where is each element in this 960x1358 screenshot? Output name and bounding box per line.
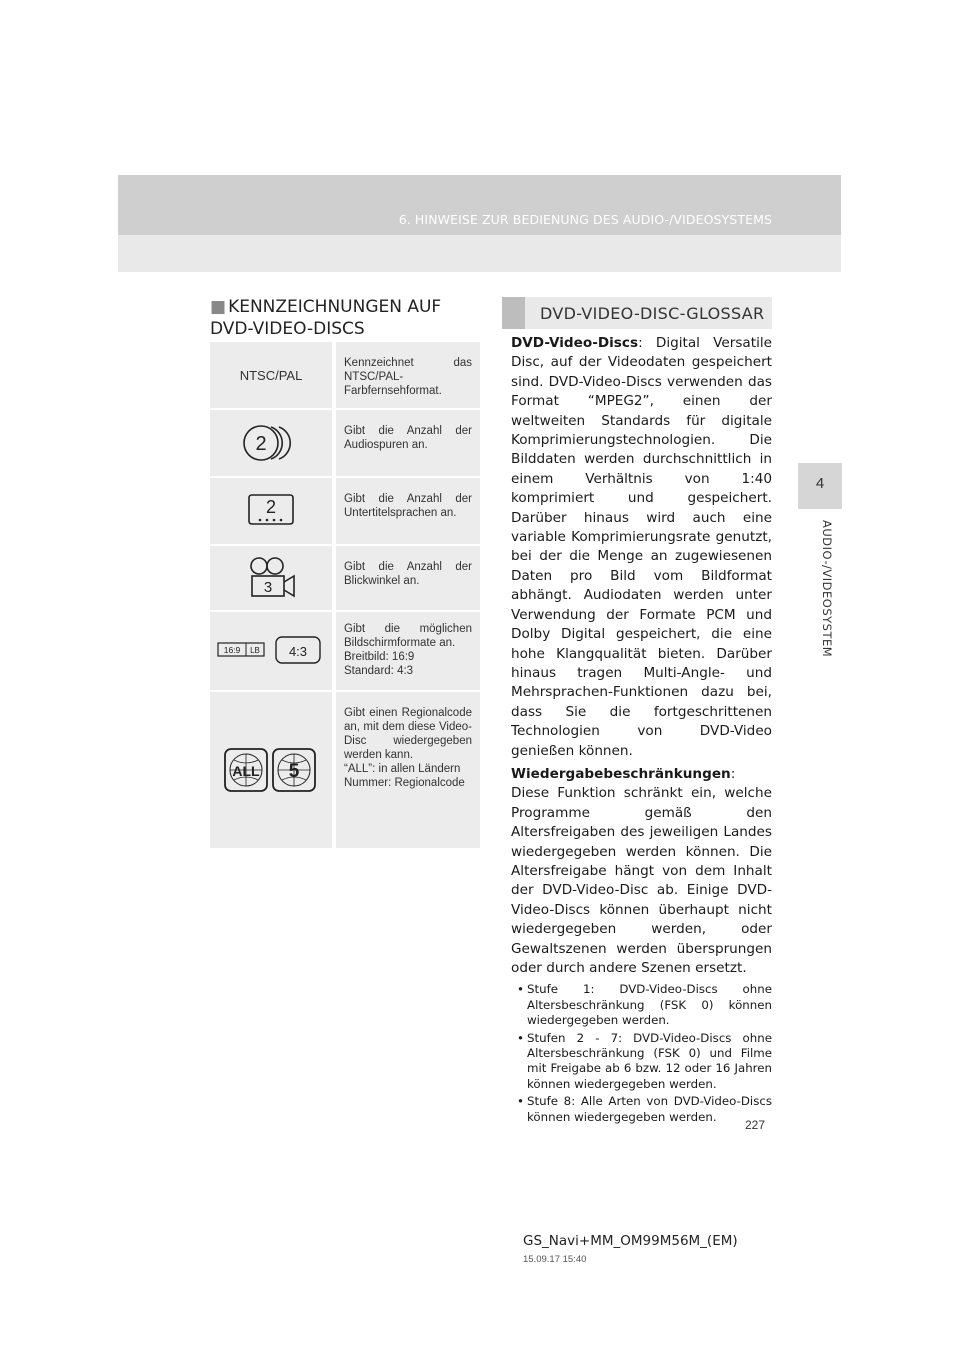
heading-marker: ■ bbox=[210, 297, 227, 317]
list-item bbox=[517, 1031, 772, 1093]
symbol-cell bbox=[210, 478, 332, 544]
ntsc-pal-label: NTSC/PAL bbox=[239, 367, 303, 383]
aspect-ratio-icons bbox=[216, 633, 326, 669]
desc-cell: Gibt die Anzahl der Audiospuren an. bbox=[336, 410, 480, 476]
audio-count-text: 2 bbox=[255, 433, 267, 455]
symbol-cell bbox=[210, 342, 332, 408]
section-heading bbox=[210, 296, 480, 340]
subtitle-count-text: 2 bbox=[265, 497, 277, 517]
desc-line: “ALL”: in allen Ländern bbox=[344, 763, 461, 775]
running-header: 6. HINWEISE ZUR BEDIENUNG DES AUDIO-/VIDEOSYSTEMS bbox=[398, 212, 772, 227]
symbol-cell bbox=[210, 410, 332, 476]
glossary-paragraph bbox=[511, 334, 772, 761]
bullet-text: Stufe 8: Alle Arten von DVD-Video-Discs können wiedergegeben werden. bbox=[527, 1094, 772, 1124]
camera-angle-icon bbox=[244, 556, 298, 600]
chapter-label: AUDIO-/VIDEOSYSTEM bbox=[820, 520, 834, 658]
bullet-text: Stufen 2 - 7: DVD-Video-Discs ohne Altersbeschränkung (FSK 0) und Filme mit Freigabe ab 6 bzw. 12 oder 16 Jahren können wiedergegeben werden. bbox=[527, 1030, 772, 1091]
bullet-marker: • bbox=[517, 1030, 524, 1045]
glossary-title: DVD-VIDEO-DISC-GLOSSAR bbox=[540, 304, 765, 323]
desc-cell bbox=[336, 612, 480, 690]
angle-count-text: 3 bbox=[263, 579, 273, 596]
region-code-icons bbox=[223, 746, 319, 794]
glossary-header bbox=[502, 297, 772, 329]
desc-line: Nummer: Regionalcode bbox=[344, 777, 465, 789]
table-row bbox=[210, 342, 480, 410]
symbol-table bbox=[210, 342, 480, 850]
glossary-body bbox=[511, 334, 772, 1127]
widescreen-text: 16:9 bbox=[223, 645, 241, 655]
document-date: 15.09.17 15:40 bbox=[523, 1254, 587, 1265]
bullet-marker: • bbox=[517, 982, 524, 997]
symbol-cell bbox=[210, 546, 332, 610]
desc-cell: Gibt die Anzahl der Blickwinkel an. bbox=[336, 546, 480, 610]
symbol-cell bbox=[210, 612, 332, 690]
region-all-text: ALL bbox=[232, 763, 260, 779]
document-code: GS_Navi+MM_OM99M56M_(EM) bbox=[523, 1233, 738, 1249]
symbol-cell bbox=[210, 692, 332, 848]
chapter-tab bbox=[798, 463, 842, 509]
desc-cell: Gibt die Anzahl der Untertitelsprachen an. bbox=[336, 478, 480, 544]
list-item bbox=[517, 982, 772, 1028]
region-number-text: 5 bbox=[288, 761, 300, 782]
table-row bbox=[210, 410, 480, 478]
bullet-marker: • bbox=[517, 1094, 524, 1109]
page-number: 227 bbox=[745, 1118, 766, 1132]
letterbox-text: LB bbox=[250, 646, 260, 655]
desc-line: Gibt die möglichen Bildschirmformate an. bbox=[344, 623, 472, 649]
desc-line: Gibt einen Regionalcode an, mit dem diese Video-Disc wiedergegeben werden kann. bbox=[344, 707, 472, 761]
glossary-definition: : Diese Funktion schränkt ein, welche Programme gemäß den Altersfreigaben des jeweiligen Landes wiedergegeben werden können. Die Altersfreigabe hängt von dem Inhalt der DVD-Video-Disc ab. Einige DVD-Video-Discs können überhaupt nicht wiedergegeben werden, oder Gewaltszenen werden übersprungen oder durch andere Szenen ersetzt. bbox=[511, 765, 772, 976]
list-item bbox=[517, 1094, 772, 1125]
desc-cell: Kennzeichnet das NTSC/PAL-Farbfernsehformat. bbox=[336, 342, 480, 408]
table-row bbox=[210, 478, 480, 546]
audio-tracks-icon bbox=[241, 421, 301, 465]
desc-line: Breitbild: 16:9 bbox=[344, 651, 415, 663]
glossary-term: Wiedergabebeschränkungen bbox=[511, 765, 731, 782]
table-row bbox=[210, 612, 480, 692]
heading-text: KENNZEICHNUNGEN AUF DVD-VIDEO-DISCS bbox=[210, 297, 442, 339]
table-row bbox=[210, 546, 480, 612]
chapter-number: 4 bbox=[815, 475, 825, 492]
bullet-list bbox=[511, 982, 772, 1125]
desc-cell bbox=[336, 692, 480, 848]
standard-text: 4:3 bbox=[288, 644, 308, 659]
table-row bbox=[210, 692, 480, 850]
glossary-header-marker bbox=[502, 297, 525, 329]
desc-line: Standard: 4:3 bbox=[344, 665, 414, 677]
bullet-text: Stufe 1: DVD-Video-Discs ohne Altersbeschränkung (FSK 0) können wiedergegeben werden. bbox=[527, 982, 772, 1028]
glossary-definition: : Digital Versatile Disc, auf der Videodaten gespeichert sind. DVD-Video-Discs verwenden das Format “MPEG2”, einen der weltweiten Standards für digitale Komprimierungstechnologien. Die Bilddaten werden durchschnittlich in einem Verhältnis von 1:40 komprimiert und gespeichert. Darüber hinaus wird auch eine variable Komprimierungsrate genutzt, bei der die Menge an zugewiesenen Daten pro Bild vom Bildformat abhängt. Audiodaten werden unter Verwendung der Formate PCM und Dolby Digital gespeichert, die eine hohe Klangqualität bieten. Darüber hinaus tragen Multi-Angle- und Mehrsprachen-Funktionen dazu bei, dass Sie die fortgeschrittenen Technologien von DVD-Video genießen können. bbox=[511, 335, 772, 759]
glossary-paragraph bbox=[511, 765, 772, 978]
subtitles-icon bbox=[246, 491, 296, 531]
glossary-term: DVD-Video-Discs bbox=[511, 335, 639, 351]
